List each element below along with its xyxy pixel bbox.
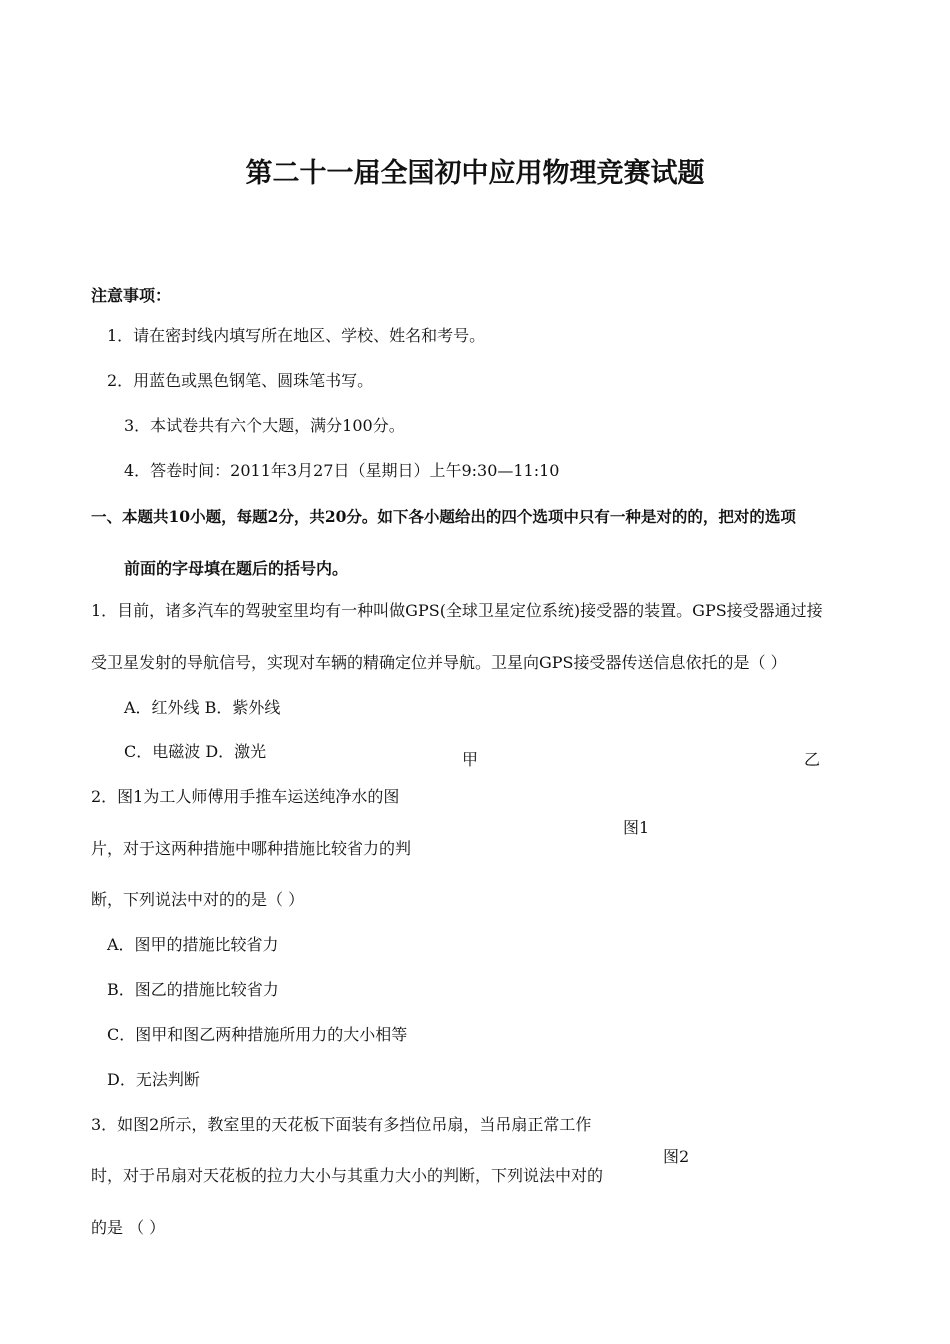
question-2-option-c: C．图甲和图乙两种措施所用力的大小相等 (107, 1025, 408, 1044)
question-3-text: 3．如图2所示，教室里的天花板下面装有多挡位吊扇，当吊扇正常工作 (91, 1115, 592, 1134)
question-2-option-a: A．图甲的措施比较省力 (107, 935, 279, 954)
question-2-text: 2．图1为工人师傅用手推车运送纯净水的图 (91, 787, 400, 806)
question-2-text-end: 断，下列说法中对的的是（ ） (91, 890, 305, 909)
notice-heading: 注意事项： (91, 286, 172, 305)
question-3-text-end: 的是 （ ） (91, 1218, 166, 1237)
question-2-option-d: D．无法判断 (107, 1070, 200, 1089)
notice-item-1: 1．请在密封线内填写所在地区、学校、姓名和考号。 (107, 326, 486, 345)
figure-2-caption: 图2 (663, 1147, 690, 1166)
question-1-options-cd: C．电磁波 D．激光 (124, 742, 267, 761)
page-title: 第二十一届全国初中应用物理竞赛试题 (245, 158, 705, 189)
notice-item-4: 4．答卷时间：2011年3月27日（星期日）上午9:30—11:10 (124, 461, 560, 480)
figure-1-label-yi: 乙 (804, 750, 821, 769)
section-1-instruction: 一、本题共10小题，每题2分，共20分。如下各小题给出的四个选项中只有一种是对的的，把对的选项 (91, 507, 796, 526)
section-1-instruction-cont: 前面的字母填在题后的括号内。 (124, 559, 349, 578)
question-1-text-cont: 受卫星发射的导航信号，实现对车辆的精确定位并导航。卫星向GPS接受器传送信息依托的是（ ） (91, 653, 787, 672)
question-1-text: 1．目前，诸多汽车的驾驶室里均有一种叫做GPS(全球卫星定位系统)接受器的装置。GPS接受器通过接 (91, 601, 823, 620)
question-2-option-b: B．图乙的措施比较省力 (107, 980, 279, 999)
question-1-options-ab: A．红外线 B．紫外线 (124, 698, 281, 717)
notice-item-2: 2．用蓝色或黑色钢笔、圆珠笔书写。 (107, 371, 374, 390)
figure-1-label-jia: 甲 (462, 750, 479, 769)
question-3-text-cont: 时，对于吊扇对天花板的拉力大小与其重力大小的判断，下列说法中对的 (91, 1166, 604, 1185)
question-2-text-cont: 片，对于这两种措施中哪种措施比较省力的判 (91, 839, 412, 858)
notice-item-3: 3．本试卷共有六个大题，满分100分。 (124, 416, 405, 435)
figure-1-caption: 图1 (623, 818, 650, 837)
